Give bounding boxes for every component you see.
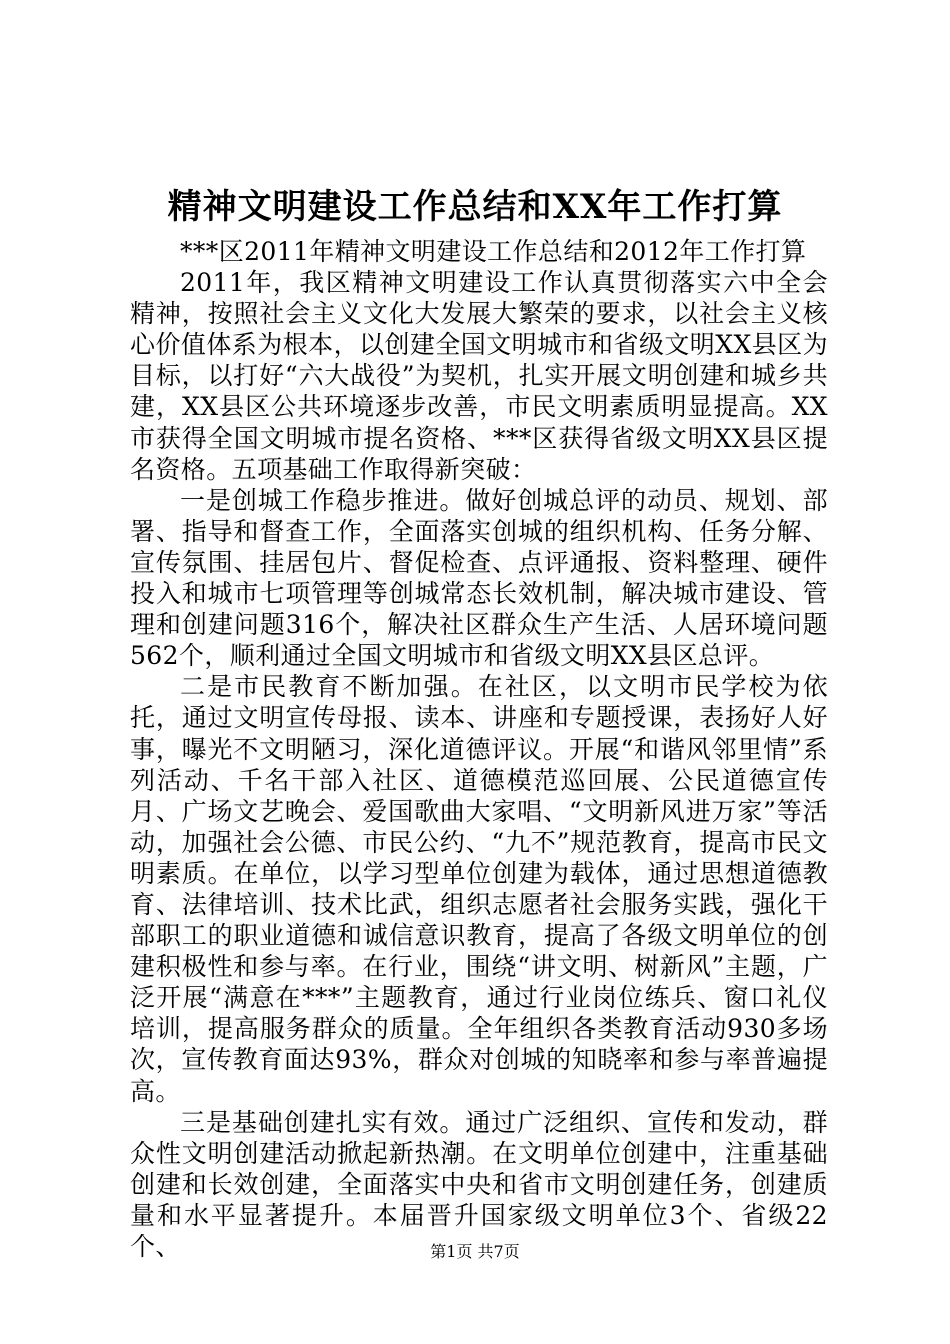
subtitle-paragraph: ***区2011年精神文明建设工作总结和2012年工作打算 bbox=[180, 237, 807, 266]
intro-paragraph: 2011年，我区精神文明建设工作认真贯彻落实六中全会精神，按照社会主义文化大发展大繁荣的要求，以社会主义核心价值体系为根本，以创建全国文明城市和省级文明XX县区为目标，以打好“六大战役”为契机，扎实开展文明创建和城乡共建，XX县区公共环境逐步改善，市民文明素质明显提高。XX市获得全国文明城市提名资格、***区获得省级文明XX县区提名资格。五项基础工作取得新突破： bbox=[130, 268, 828, 484]
paragraph-citizen-education: 二是市民教育不断加强。在社区，以文明市民学校为依托，通过文明宣传母报、读本、讲座和专题授课，表扬好人好事，曝光不文明陋习，深化道德评议。开展“和谐风邻里情”系列活动、千名干部入社区、道德模范巡回展、公民道德宣传月、广场文艺晚会、爱国歌曲大家唱、“文明新风进万家”等活动，加强社会公德、市民公约、“九不”规范教育，提高市民文明素质。在单位，以学习型单位创建为载体，通过思想道德教育、法律培训、技术比武，组织志愿者社会服务实践，强化干部职工的职业道德和诚信意识教育，提高了各级文明单位的创建积极性和参与率。在行业，围绕“讲文明、树新风”主题，广泛开展“满意在***”主题教育，通过行业岗位练兵、窗口礼仪培训，提高服务群众的质量。全年组织各类教育活动930多场次，宣传教育面达93%，群众对创城的知晓率和参与率普遍提高。 bbox=[130, 672, 828, 1106]
document-title: 精神文明建设工作总结和XX年工作打算 bbox=[167, 187, 783, 227]
document-body bbox=[130, 236, 828, 1262]
page-footer: 第1页 共7页 bbox=[430, 1242, 520, 1261]
paragraph-city-creation: 一是创城工作稳步推进。做好创城总评的动员、规划、部署、指导和督查工作，全面落实创城的组织机构、任务分解、宣传氛围、挂居包片、督促检查、点评通报、资料整理、硬件投入和城市七项管理等创城常态长效机制，解决城市建设、管理和创建问题316个，解决社区群众生产生活、人居环境问题562个，顺利通过全国文明城市和省级文明XX县区总评。 bbox=[130, 485, 828, 671]
paragraph-basic-creation: 三是基础创建扎实有效。通过广泛组织、宣传和发动，群众性文明创建活动掀起新热潮。在文明单位创建中，注重基础创建和长效创建，全面落实中央和省市文明创建任务，创建质量和水平显著提升。本届晋升国家级文明单位3个、省级22个、 bbox=[130, 1107, 828, 1261]
